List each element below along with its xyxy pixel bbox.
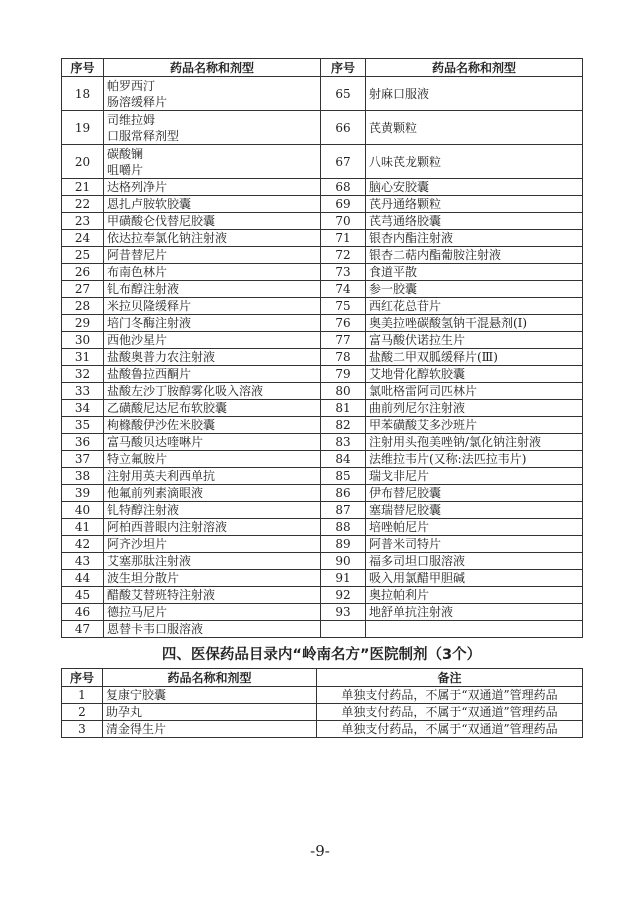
- drug-name-cell: 米拉贝隆缓释片: [104, 298, 321, 315]
- table-header-row: [62, 59, 583, 77]
- drug-name-cell: 芪芎通络胶囊: [366, 213, 583, 230]
- drug-name-cell: 甲苯磺酸艾多沙班片: [366, 417, 583, 434]
- drug-name-cell: 脑心安胶囊: [366, 179, 583, 196]
- table-row: [62, 77, 583, 111]
- seq-cell: 47: [62, 621, 104, 638]
- header-seq-left: 序号: [62, 59, 104, 77]
- drug-name-cell: 甲磺酸仑伐替尼胶囊: [104, 213, 321, 230]
- table-row: [62, 298, 583, 315]
- seq-cell: 34: [62, 400, 104, 417]
- table-row: [62, 721, 583, 738]
- seq-cell: 93: [321, 604, 366, 621]
- table-row: [62, 145, 583, 179]
- seq-cell: 21: [62, 179, 104, 196]
- note-cell: 单独支付药品，不属于“双通道”管理药品: [317, 687, 583, 704]
- drug-name-cell: 西红花总苷片: [366, 298, 583, 315]
- drug-name-cell: 瑞戈非尼片: [366, 468, 583, 485]
- seq-cell: 90: [321, 553, 366, 570]
- table-row: [62, 247, 583, 264]
- note-cell: 单独支付药品，不属于“双通道”管理药品: [317, 704, 583, 721]
- drug-name-cell: 银杏二萜内酯葡胺注射液: [366, 247, 583, 264]
- seq-cell: 66: [321, 111, 366, 145]
- seq-cell: 67: [321, 145, 366, 179]
- table-row: [62, 213, 583, 230]
- table-row: [62, 485, 583, 502]
- seq-cell: 73: [321, 264, 366, 281]
- seq-cell: 86: [321, 485, 366, 502]
- table-row: [62, 604, 583, 621]
- seq-cell: 65: [321, 77, 366, 111]
- seq-cell: 32: [62, 366, 104, 383]
- seq-cell: 79: [321, 366, 366, 383]
- seq-cell: 75: [321, 298, 366, 315]
- drug-name-cell: 伊布替尼胶囊: [366, 485, 583, 502]
- seq-cell: 72: [321, 247, 366, 264]
- drug-name-cell: 参一胶囊: [366, 281, 583, 298]
- drug-name-cell: 恩替卡韦口服溶液: [104, 621, 321, 638]
- seq-cell: 19: [62, 111, 104, 145]
- table-row: [62, 196, 583, 213]
- drug-name-cell: 曲前列尼尔注射液: [366, 400, 583, 417]
- drug-name-cell: 奥美拉唑碳酸氢钠干混悬剂(Ⅰ): [366, 315, 583, 332]
- drug-name-cell: 芪丹通络颗粒: [366, 196, 583, 213]
- drug-name-cell: 银杏内酯注射液: [366, 230, 583, 247]
- seq-cell: 91: [321, 570, 366, 587]
- seq-cell: 74: [321, 281, 366, 298]
- drug-name-cell: 阿普米司特片: [366, 536, 583, 553]
- seq-cell: 84: [321, 451, 366, 468]
- seq-cell: 87: [321, 502, 366, 519]
- drug-name-cell: 注射用头孢美唑钠/氯化钠注射液: [366, 434, 583, 451]
- drug-name-cell: 氯吡格雷阿司匹林片: [366, 383, 583, 400]
- table-row: [62, 434, 583, 451]
- drug-name-cell: 培门冬酶注射液: [104, 315, 321, 332]
- drug-name-cell: 培唑帕尼片: [366, 519, 583, 536]
- seq-cell: 83: [321, 434, 366, 451]
- seq-cell: 76: [321, 315, 366, 332]
- seq-cell: 45: [62, 587, 104, 604]
- header-seq-right: 序号: [321, 59, 366, 77]
- drug-name-cell: 司维拉姆 口服常释剂型: [104, 111, 321, 145]
- seq-cell: 40: [62, 502, 104, 519]
- table-row: [62, 687, 583, 704]
- seq-cell: 2: [62, 704, 103, 721]
- drug-name-cell: 恩扎卢胺软胶囊: [104, 196, 321, 213]
- seq-cell: 44: [62, 570, 104, 587]
- seq-cell: 36: [62, 434, 104, 451]
- table-row: [62, 264, 583, 281]
- header-name: 药品名称和剂型: [103, 669, 317, 687]
- seq-cell: 80: [321, 383, 366, 400]
- drug-name-cell: 波生坦分散片: [104, 570, 321, 587]
- drug-name-cell: 富马酸伏诺拉生片: [366, 332, 583, 349]
- drug-name-cell: 食道平散: [366, 264, 583, 281]
- drug-name-cell: 西他沙星片: [104, 332, 321, 349]
- drug-name-cell: 德拉马尼片: [104, 604, 321, 621]
- seq-cell: 26: [62, 264, 104, 281]
- seq-cell: 18: [62, 77, 104, 111]
- drug-name-cell: 法维拉韦片(又称:法匹拉韦片): [366, 451, 583, 468]
- drug-list-table: [61, 58, 583, 638]
- table-row: [62, 451, 583, 468]
- lingnan-formula-body: [62, 687, 583, 738]
- seq-cell: 92: [321, 587, 366, 604]
- table-row: [62, 383, 583, 400]
- seq-cell: 27: [62, 281, 104, 298]
- table-row: [62, 536, 583, 553]
- drug-name-cell: 富马酸贝达喹啉片: [104, 434, 321, 451]
- drug-name-cell: 射麻口服液: [366, 77, 583, 111]
- table-row: [62, 417, 583, 434]
- drug-name-cell: 盐酸二甲双胍缓释片(Ⅲ): [366, 349, 583, 366]
- table-row: [62, 570, 583, 587]
- page-number: -9-: [310, 842, 330, 860]
- seq-cell: 81: [321, 400, 366, 417]
- table-row: [62, 553, 583, 570]
- table-row: [62, 366, 583, 383]
- table-row: [62, 400, 583, 417]
- note-cell: 单独支付药品，不属于“双通道”管理药品: [317, 721, 583, 738]
- drug-name-cell: 奥拉帕利片: [366, 587, 583, 604]
- table-row: [62, 281, 583, 298]
- drug-name-cell: 布南色林片: [104, 264, 321, 281]
- drug-name-cell: 特立氟胺片: [104, 451, 321, 468]
- seq-cell: 38: [62, 468, 104, 485]
- table-row: [62, 621, 583, 638]
- drug-name-cell: 艾地骨化醇软胶囊: [366, 366, 583, 383]
- table-row: [62, 587, 583, 604]
- table-header-row: [62, 669, 583, 687]
- drug-name-cell: 复康宁胶囊: [103, 687, 317, 704]
- seq-cell: [321, 621, 366, 638]
- drug-name-cell: 八味芪龙颗粒: [366, 145, 583, 179]
- seq-cell: 89: [321, 536, 366, 553]
- drug-name-cell: 盐酸鲁拉西酮片: [104, 366, 321, 383]
- table-row: [62, 111, 583, 145]
- drug-name-cell: 盐酸左沙丁胺醇雾化吸入溶液: [104, 383, 321, 400]
- seq-cell: 33: [62, 383, 104, 400]
- seq-cell: 29: [62, 315, 104, 332]
- drug-name-cell: 清金得生片: [103, 721, 317, 738]
- drug-list-body: [62, 77, 583, 638]
- seq-cell: 85: [321, 468, 366, 485]
- table-row: [62, 230, 583, 247]
- seq-cell: 37: [62, 451, 104, 468]
- drug-name-cell: 依达拉奉氯化钠注射液: [104, 230, 321, 247]
- seq-cell: 28: [62, 298, 104, 315]
- seq-cell: 70: [321, 213, 366, 230]
- table-row: [62, 704, 583, 721]
- seq-cell: 68: [321, 179, 366, 196]
- seq-cell: 25: [62, 247, 104, 264]
- drug-name-cell: 帕罗西汀 肠溶缓释片: [104, 77, 321, 111]
- drug-name-cell: 助孕丸: [103, 704, 317, 721]
- seq-cell: 71: [321, 230, 366, 247]
- seq-cell: 88: [321, 519, 366, 536]
- drug-name-cell: 碳酸镧 咀嚼片: [104, 145, 321, 179]
- drug-name-cell: 达格列净片: [104, 179, 321, 196]
- seq-cell: 39: [62, 485, 104, 502]
- table-row: [62, 519, 583, 536]
- drug-name-cell: 地舒单抗注射液: [366, 604, 583, 621]
- seq-cell: 77: [321, 332, 366, 349]
- drug-name-cell: 福多司坦口服溶液: [366, 553, 583, 570]
- table-row: [62, 332, 583, 349]
- drug-name-cell: 芪黄颗粒: [366, 111, 583, 145]
- seq-cell: 24: [62, 230, 104, 247]
- drug-name-cell: 吸入用氯醋甲胆碱: [366, 570, 583, 587]
- drug-name-cell: 枸橼酸伊沙佐米胶囊: [104, 417, 321, 434]
- header-seq: 序号: [62, 669, 103, 687]
- table-row: [62, 315, 583, 332]
- drug-name-cell: 钆特醇注射液: [104, 502, 321, 519]
- seq-cell: 20: [62, 145, 104, 179]
- seq-cell: 82: [321, 417, 366, 434]
- drug-name-cell: 注射用英夫利西单抗: [104, 468, 321, 485]
- drug-name-cell: 阿齐沙坦片: [104, 536, 321, 553]
- header-note: 备注: [317, 669, 583, 687]
- seq-cell: 46: [62, 604, 104, 621]
- header-name-right: 药品名称和剂型: [366, 59, 583, 77]
- seq-cell: 30: [62, 332, 104, 349]
- lingnan-formula-table: [61, 668, 583, 738]
- table-row: [62, 349, 583, 366]
- table-row: [62, 502, 583, 519]
- section-title: 四、医保药品目录内“岭南名方”医院制剂（3个）: [161, 647, 482, 663]
- seq-cell: 22: [62, 196, 104, 213]
- drug-name-cell: 阿柏西普眼内注射溶液: [104, 519, 321, 536]
- table-row: [62, 179, 583, 196]
- header-name-left: 药品名称和剂型: [104, 59, 321, 77]
- table-row: [62, 468, 583, 485]
- seq-cell: 35: [62, 417, 104, 434]
- drug-name-cell: 他氟前列素滴眼液: [104, 485, 321, 502]
- seq-cell: 3: [62, 721, 103, 738]
- seq-cell: 31: [62, 349, 104, 366]
- seq-cell: 23: [62, 213, 104, 230]
- seq-cell: 78: [321, 349, 366, 366]
- drug-name-cell: 醋酸艾替班特注射液: [104, 587, 321, 604]
- seq-cell: 69: [321, 196, 366, 213]
- drug-name-cell: [366, 621, 583, 638]
- seq-cell: 1: [62, 687, 103, 704]
- drug-name-cell: 塞瑞替尼胶囊: [366, 502, 583, 519]
- seq-cell: 42: [62, 536, 104, 553]
- drug-name-cell: 钆布醇注射液: [104, 281, 321, 298]
- drug-name-cell: 乙磺酸尼达尼布软胶囊: [104, 400, 321, 417]
- seq-cell: 43: [62, 553, 104, 570]
- drug-name-cell: 盐酸奥普力农注射液: [104, 349, 321, 366]
- seq-cell: 41: [62, 519, 104, 536]
- drug-name-cell: 阿昔替尼片: [104, 247, 321, 264]
- drug-name-cell: 艾塞那肽注射液: [104, 553, 321, 570]
